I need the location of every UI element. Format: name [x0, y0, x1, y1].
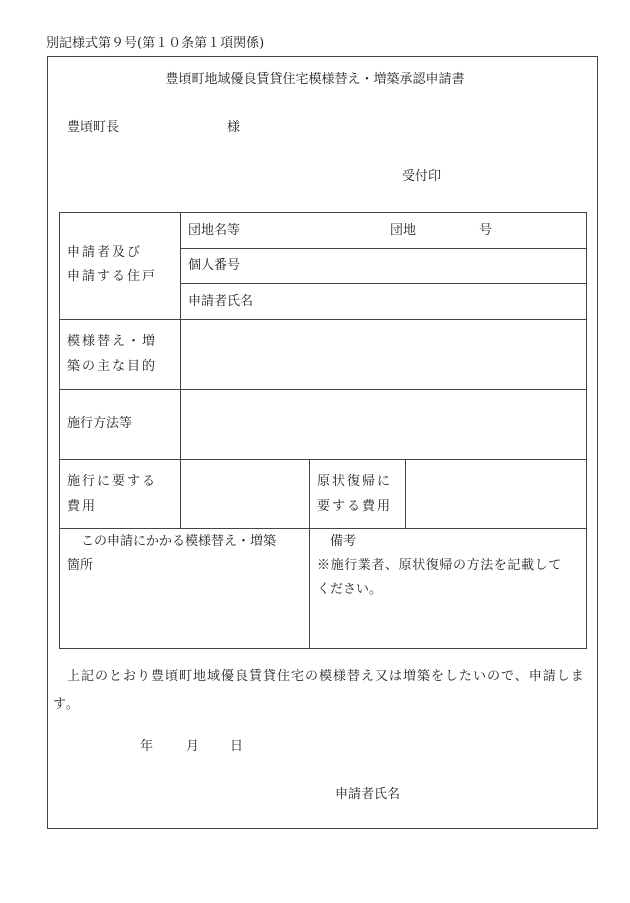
table-line	[59, 389, 586, 390]
table-line	[405, 459, 406, 529]
table-border-bottom	[59, 648, 586, 649]
applicant-name-label: 申請者氏名	[188, 294, 254, 309]
signature-label: 申請者氏名	[335, 787, 401, 802]
complex-unit-label: 団地	[390, 223, 417, 238]
reception-stamp-label: 受付印	[402, 169, 442, 184]
form-number-note: 別記様式第９号(第１０条第１項関係)	[46, 36, 265, 51]
location-label: この申請にかかる模様替え・増築	[81, 534, 277, 549]
cost-label: 施行に要する	[67, 474, 158, 489]
table-border-right	[586, 212, 587, 649]
table-line	[59, 459, 586, 460]
restore-cost-label: 原状復帰に	[317, 474, 393, 489]
date-year-label: 年	[140, 739, 154, 754]
table-border-left	[59, 212, 60, 649]
remarks-note: ※施行業者、原状復帰の方法を記載して	[317, 558, 562, 573]
addressee-name: 豊頃町長	[67, 120, 120, 135]
remarks-title: 備考	[330, 534, 357, 549]
applicant-section-label: 申請者及び	[67, 245, 143, 260]
applicant-section-label-line2: 申請する住戸	[67, 269, 158, 284]
table-line	[309, 459, 310, 649]
declaration-statement: 上記のとおり豊頃町地域優良賃貸住宅の模様替え又は増築をしたいので、申請します。	[53, 669, 585, 712]
table-border-top	[59, 212, 586, 213]
table-line	[180, 248, 586, 249]
table-line	[59, 528, 586, 529]
date-month-label: 月	[186, 739, 200, 754]
complex-name-label: 団地名等	[188, 223, 241, 238]
method-label: 施行方法等	[67, 416, 133, 431]
purpose-label-line2: 築の主な目的	[67, 359, 158, 374]
table-line	[180, 283, 586, 284]
table-line	[180, 212, 181, 529]
form-title: 豊頃町地域優良賃貸住宅模様替え・増築承認申請書	[165, 72, 465, 87]
restore-cost-label-line2: 要する費用	[317, 499, 393, 514]
purpose-label: 模様替え・増	[67, 334, 158, 349]
individual-number-label: 個人番号	[188, 258, 241, 273]
unit-number-label: 号	[479, 223, 493, 238]
location-label-line2: 箇所	[67, 558, 94, 573]
addressee-honorific: 様	[227, 120, 241, 135]
table-line	[59, 319, 586, 320]
cost-label-line2: 費用	[67, 499, 98, 514]
date-day-label: 日	[230, 739, 244, 754]
remarks-note-line2: ください。	[317, 582, 383, 597]
